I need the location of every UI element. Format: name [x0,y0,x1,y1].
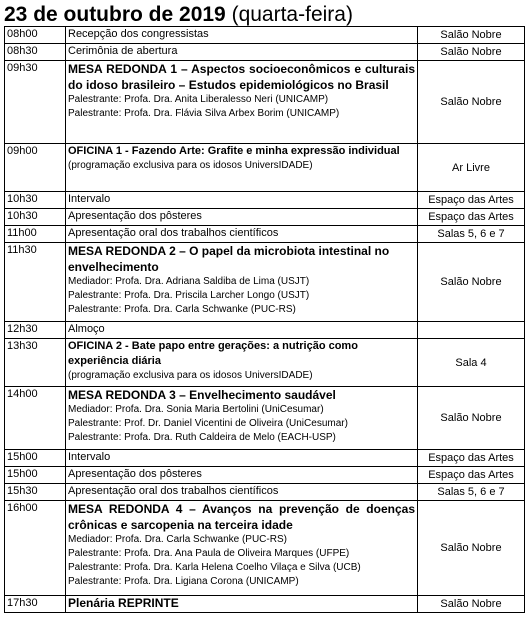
location-cell: Salão Nobre [418,44,525,61]
moderator-line: Mediador: Profa. Dra. Sonia Maria Bertolini (UniCesumar) [68,404,324,415]
activity-cell [66,387,418,450]
workshop-note: (programação exclusiva para os idosos UniversIDADE) [68,160,313,171]
time-cell: 12h30 [5,322,66,339]
location-cell: Espaço das Artes [418,209,525,226]
table-row [5,339,525,387]
weekday-label: (quarta-feira) [231,3,353,26]
activity-cell [66,144,418,192]
activity-cell: Intervalo [66,192,418,209]
table-row [5,467,525,484]
activity-cell [66,501,418,596]
time-cell: 09h00 [5,144,66,192]
activity-cell [66,339,418,387]
table-row [5,484,525,501]
time-cell: 16h00 [5,501,66,596]
table-row [5,209,525,226]
activity-cell: Apresentação oral dos trabalhos científicos [66,484,418,501]
table-row [5,596,525,613]
session-title: MESA REDONDA 1 – Aspectos socioeconômicos e culturais do idoso brasileiro – Estudos epidemiológicos no Brasil [68,62,415,92]
location-cell: Salão Nobre [418,243,525,322]
time-cell: 09h30 [5,61,66,144]
activity-cell [66,61,418,144]
time-cell: 13h30 [5,339,66,387]
activity-cell: Recepção dos congressistas [66,27,418,44]
session-title: MESA REDONDA 2 – O papel da microbiota intestinal no envelhecimento [68,244,390,274]
activity-cell: Cerimônia de abertura [66,44,418,61]
workshop-title: OFICINA 2 - Bate papo entre gerações: a nutrição como experiência diária [68,340,358,367]
session-title: MESA REDONDA 3 – Envelhecimento saudável [68,388,336,402]
table-row [5,243,525,322]
session-title: MESA REDONDA 4 – Avanços na prevenção de doenças crônicas e sarcopenia na terceira idade [68,502,415,532]
time-cell: 08h00 [5,27,66,44]
location-cell: Salão Nobre [418,27,525,44]
time-cell: 11h00 [5,226,66,243]
location-cell: Salão Nobre [418,387,525,450]
speaker-line: Palestrante: Profa. Dra. Carla Schwanke (PUC-RS) [68,304,296,315]
time-cell: 10h30 [5,209,66,226]
time-cell: 15h30 [5,484,66,501]
table-row [5,450,525,467]
activity-cell [66,596,418,613]
table-row [5,61,525,144]
moderator-line: Mediador: Profa. Dra. Adriana Saldiba de Lima (USJT) [68,276,310,287]
activity-cell: Apresentação dos pôsteres [66,209,418,226]
workshop-title: OFICINA 1 - Fazendo Arte: Grafite e minha expressão individual [68,145,400,157]
table-row [5,322,525,339]
time-cell: 08h30 [5,44,66,61]
moderator-line: Mediador: Profa. Dra. Carla Schwanke (PUC-RS) [68,534,287,545]
table-row [5,144,525,192]
table-row [5,44,525,61]
location-cell: Espaço das Artes [418,450,525,467]
speaker-line: Palestrante: Profa. Dra. Priscila Larcher Longo (USJT) [68,290,310,301]
activity-cell: Intervalo [66,450,418,467]
activity-cell: Almoço [66,322,418,339]
activity-cell: Apresentação oral dos trabalhos científicos [66,226,418,243]
location-cell: Salão Nobre [418,61,525,144]
location-cell: Salas 5, 6 e 7 [418,484,525,501]
time-cell: 14h00 [5,387,66,450]
table-row [5,501,525,596]
workshop-note: (programação exclusiva para os idosos UniversIDADE) [68,370,313,381]
speaker-line: Palestrante: Prof. Dr. Daniel Vicentini de Oliveira (UniCesumar) [68,418,348,429]
speaker-line: Palestrante: Profa. Dra. Ligiana Corona (UNICAMP) [68,576,299,587]
location-cell: Ar Livre [418,144,525,192]
location-cell: Sala 4 [418,339,525,387]
page-title [4,3,353,27]
location-cell [418,322,525,339]
location-cell: Espaço das Artes [418,467,525,484]
table-row [5,192,525,209]
date-title: 23 de outubro de 2019 [4,3,226,26]
time-cell: 10h30 [5,192,66,209]
time-cell: 17h30 [5,596,66,613]
location-cell: Salão Nobre [418,596,525,613]
table-row [5,27,525,44]
schedule-table [4,26,525,613]
speaker-line: Palestrante: Profa. Dra. Karla Helena Coelho Vilaça e Silva (UCB) [68,562,361,573]
location-cell: Salão Nobre [418,501,525,596]
time-cell: 11h30 [5,243,66,322]
table-row [5,226,525,243]
speaker-line: Palestrante: Profa. Dra. Anita Liberalesso Neri (UNICAMP) [68,94,329,105]
time-cell: 15h00 [5,467,66,484]
location-cell: Espaço das Artes [418,192,525,209]
time-cell: 15h00 [5,450,66,467]
activity-cell: Apresentação dos pôsteres [66,467,418,484]
activity-cell [66,243,418,322]
speaker-line: Palestrante: Profa. Dra. Ana Paula de Oliveira Marques (UFPE) [68,548,350,559]
speaker-line: Palestrante: Profa. Dra. Flávia Silva Arbex Borim (UNICAMP) [68,108,340,119]
session-title: Plenária REPRINTE [68,596,179,610]
table-row [5,387,525,450]
location-cell: Salas 5, 6 e 7 [418,226,525,243]
speaker-line: Palestrante: Profa. Dra. Ruth Caldeira de Melo (EACH-USP) [68,432,336,443]
